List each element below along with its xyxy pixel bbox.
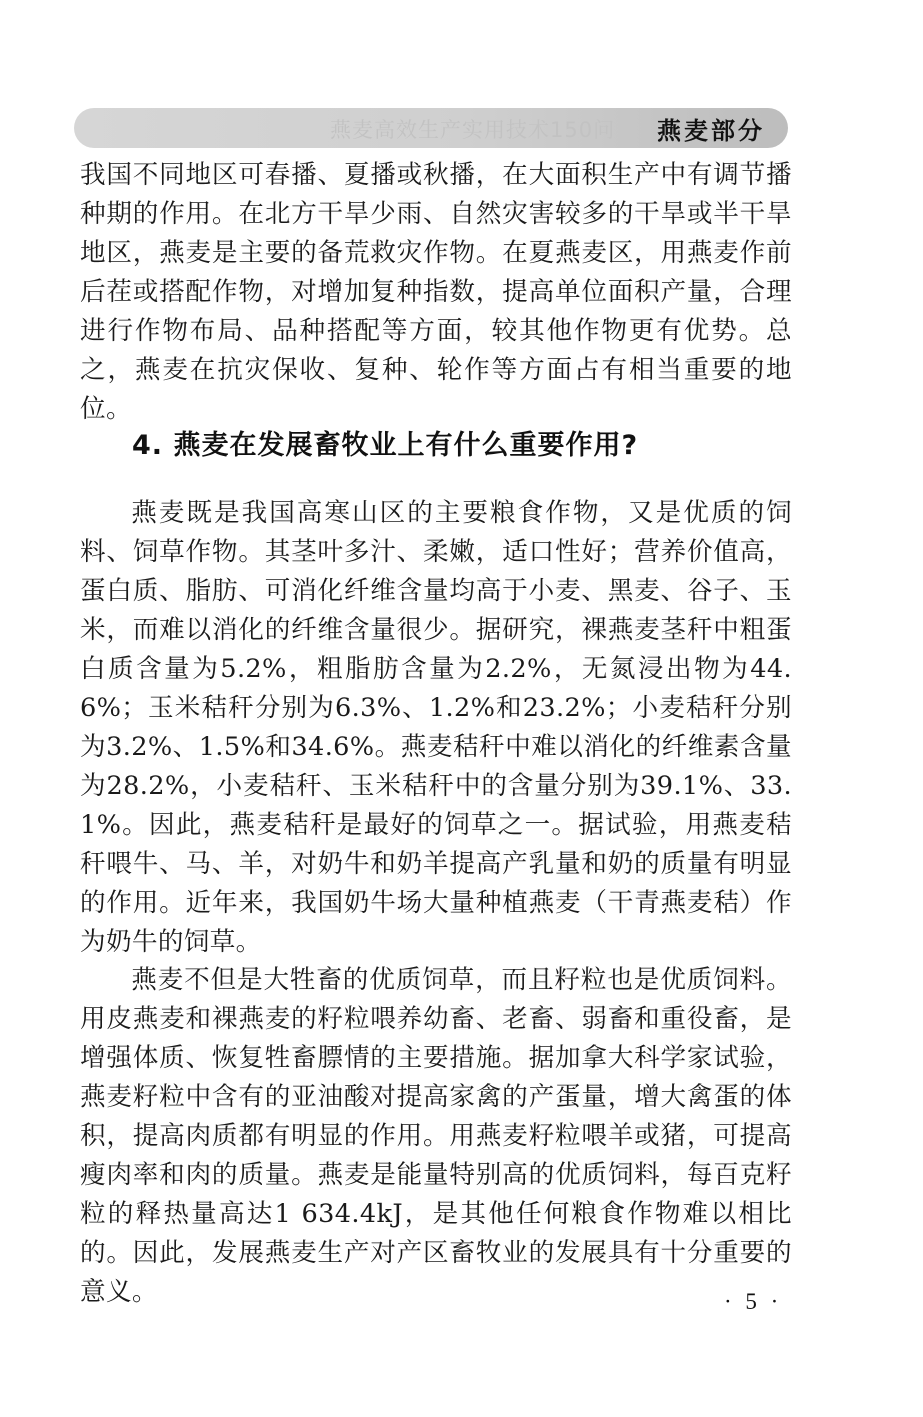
running-header-section-title: 燕麦部分	[657, 117, 765, 145]
paragraph-continued: 我国不同地区可春播、夏播或秋播，在大面积生产中有调节播种期的作用。在北方干旱少雨、自然灾害较多的干旱或半干旱地区，燕麦是主要的备荒救灾作物。在夏燕麦区，用燕麦作前后茬或搭配作物，对增加复种指数，提高单位面积产量，合理进行作物布局、品种搭配等方面，较其他作物更有优势。总之，燕麦在抗灾保收、复种、轮作等方面占有相当重要的地位。	[80, 160, 792, 424]
page-number: · 5 ·	[724, 1289, 783, 1314]
paragraph-livestock-forage: 燕麦既是我国高寒山区的主要粮食作物，又是优质的饲料、饲草作物。其茎叶多汁、柔嫩，适口性好；营养价值高，蛋白质、脂肪、可消化纤维含量均高于小麦、黑麦、谷子、玉米，而难以消化的纤维含量很少。据研究，裸燕麦茎秆中粗蛋白质含量为5.2%，粗脂肪含量为2.2%，无氮浸出物为44.6%；玉米秸秆分别为6.3%、1.2%和23.2%；小麦秸秆分别为3.2%、1.5%和34.6%。燕麦秸秆中难以消化的纤维素含量为28.2%，小麦秸秆、玉米秸秆中的含量分别为39.1%、33.1%。因此，燕麦秸秆是最好的饲草之一。据试验，用燕麦秸秆喂牛、马、羊，对奶牛和奶羊提高产乳量和奶的质量有明显的作用。近年来，我国奶牛场大量种植燕麦（干青燕麦秸）作为奶牛的饲草。	[80, 498, 792, 957]
running-header-book-title: 燕麦高效生产实用技术150问	[330, 118, 616, 142]
section-heading: 4. 燕麦在发展畜牧业上有什么重要作用?	[132, 430, 639, 461]
paragraph-grain-feed: 燕麦不但是大牲畜的优质饲草，而且籽粒也是优质饲料。用皮燕麦和裸燕麦的籽粒喂养幼畜、老畜、弱畜和重役畜，是增强体质、恢复牲畜膘情的主要措施。据加拿大科学家试验，燕麦籽粒中含有的亚油酸对提高家禽的产蛋量，增大禽蛋的体积，提高肉质都有明显的作用。用燕麦籽粒喂羊或猪，可提高瘦肉率和肉的质量。燕麦是能量特别高的优质饲料，每百克籽粒的释热量高达1 634.4kJ，是其他任何粮食作物难以相比的。因此，发展燕麦生产对产区畜牧业的发展具有十分重要的意义。	[80, 965, 792, 1307]
